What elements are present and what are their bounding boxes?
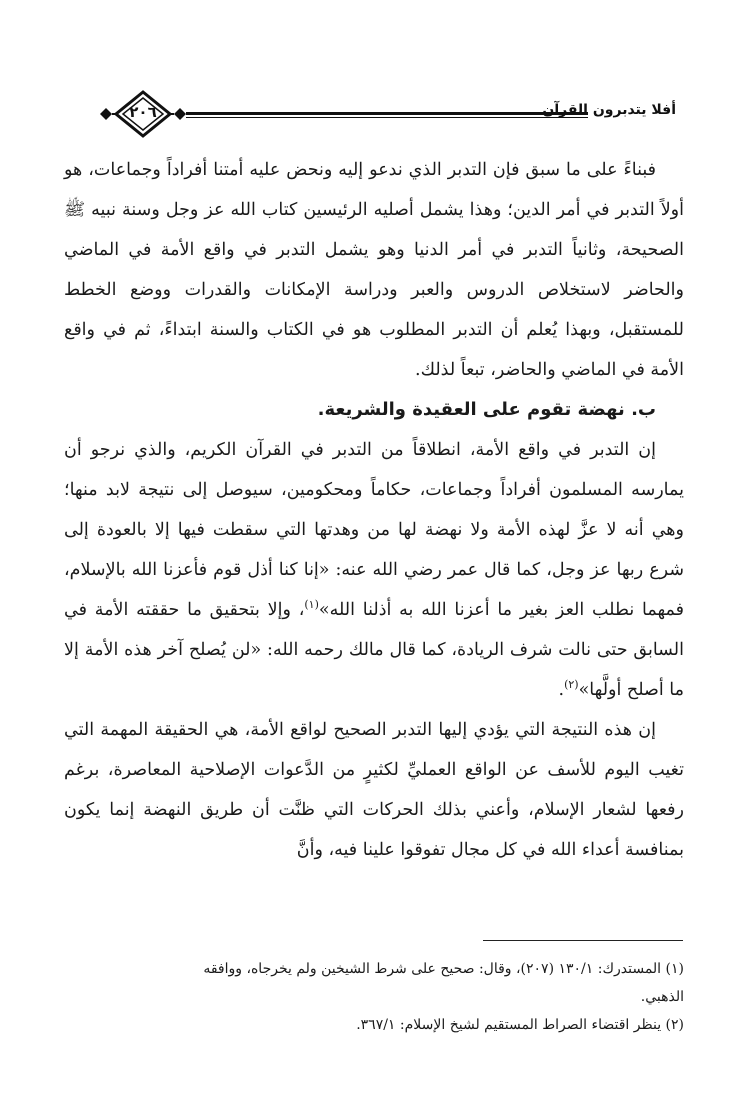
paragraph-3: إن هذه النتيجة التي يؤدي إليها التدبر الصحيح لواقع الأمة، هي الحقيقة المهمة التي تغيب اليوم للأسف عن الواقع العمليِّ لكثيرٍ من الدَّعوات الإصلاحية المعاصرة، برغم رفعها لشعار الإسلام، وأعني بذلك الحركات التي ظنَّت أن طريق النهضة إنما يكون بمنافسة أعداء الله في كل مجال تفوقوا علينا فيه، وأنَّ <box>64 720 684 860</box>
running-title: أفلا يتدبرون القرآن <box>542 102 676 118</box>
footnote-1-line-2: الذهبي. <box>640 989 684 1005</box>
paragraph-1: فبناءً على ما سبق فإن التدبر الذي ندعو إليه ونحض عليه أمتنا أفراداً وجماعات، هو أولاً التدبر في أمر الدين؛ وهذا يشمل أصليه الرئيسين كتاب الله عز وجل وسنة نبيه ﷺ الصحيحة، وثانياً التدبر في أمر الدنيا وهو يشمل التدبر في واقع الأمة في الماضي والحاضر لاستخلاص الدروس والعبر ودراسة الإمكانات والقدرات ووضع الخطط للمستقبل، وبهذا يُعلم أن التدبر المطلوب هو في الكتاب والسنة ابتداءً، ثم في واقع الأمة في الماضي والحاضر، تبعاً لذلك. <box>64 160 684 380</box>
page-number: ٢٠٦ <box>129 103 157 121</box>
footnotes <box>64 955 684 1039</box>
page-header <box>98 90 676 138</box>
footnote-1-line-1: (١) المستدرك: ١٣٠/١ (٢٠٧)، وقال: صحيح على شرط الشيخين ولم يخرجاه، ووافقه <box>203 961 684 977</box>
main-text <box>64 150 684 870</box>
footnote-divider <box>483 940 683 941</box>
paragraph-2-part-b: ، وإلا بتحقيق ما حققته الأمة في السابق حتى نالت شرف الريادة، كما قال مالك رحمه الله: «لن يُصلح آخر هذه الأمة إلا ما أصلح أولَّها» <box>64 600 684 700</box>
section-heading: ب. نهضة تقوم على العقيدة والشريعة. <box>317 399 656 420</box>
paragraph-2-part-a: إن التدبر في واقع الأمة، انطلاقاً من التدبر في القرآن الكريم، والذي نرجو أن يمارسه المسلمون أفراداً وجماعات، حكاماً ومحكومين، سيوصل إلى نتيجة لابد منها؛ وهي أنه لا عزَّ لهذه الأمة ولا نهضة لها من وهدتها التي سقطت فيها إلا بالعودة إلى شرع ربها عز وجل، كما قال عمر رضي الله عنه: «إنا كنا أذل قوم فأعزنا الله بالإسلام، فمهما نطلب العز بغير ما أعزنا الله به أذلنا الله» <box>64 440 685 620</box>
footnote-ref-1: (١) <box>304 598 319 612</box>
header-rule <box>186 112 588 118</box>
footnote-2: (٢) ينظر اقتضاء الصراط المستقيم لشيخ الإسلام: ٣٦٧/١. <box>356 1017 684 1033</box>
paragraph-2 <box>64 430 684 710</box>
paragraph-2-part-c: . <box>558 680 565 700</box>
footnote-ref-2: (٢) <box>564 678 579 692</box>
